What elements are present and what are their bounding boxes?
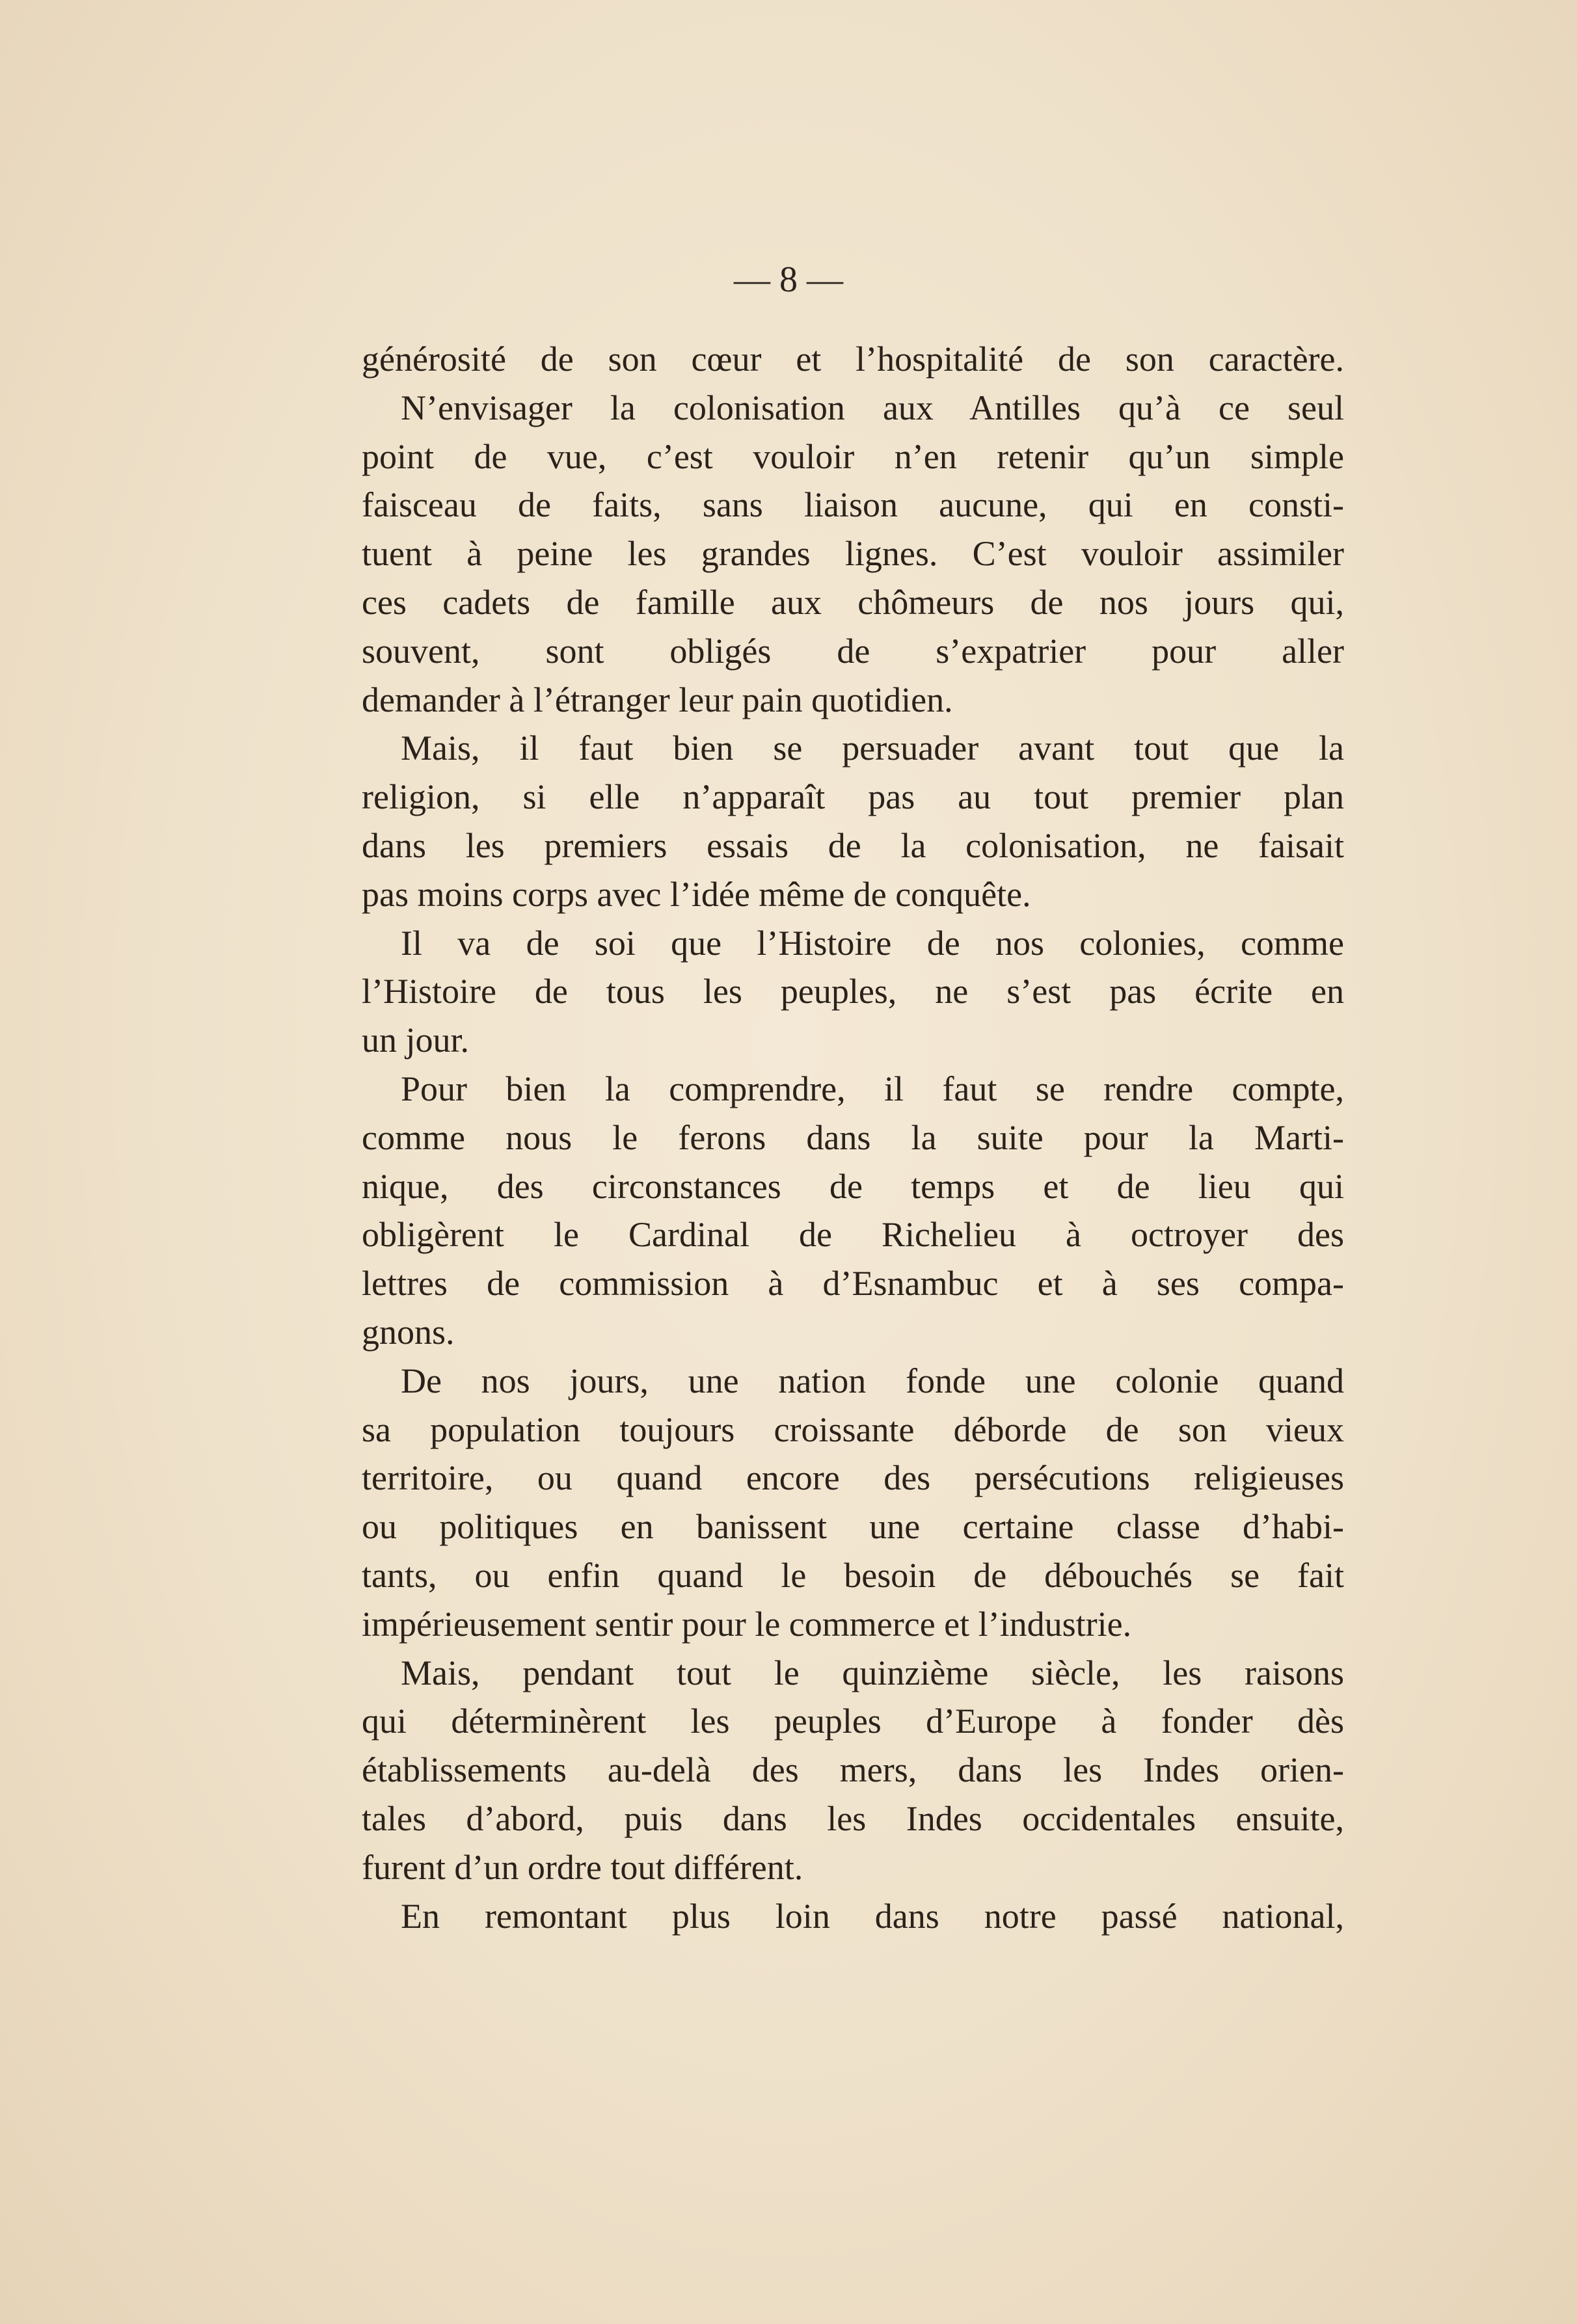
text-line: nique, des circonstances de temps et de lieu qui [362,1166,1344,1206]
text-line: religion, si elle n’apparaît pas au tout premier plan [362,777,1344,817]
page-number: — 8 — [734,260,843,300]
text-line: Il va de soi que l’Histoire de nos colonies, comme [401,923,1344,963]
text-line: demander à l’étranger leur pain quotidien. [362,680,953,719]
text-line: De nos jours, une nation fonde une colonie quand [401,1361,1344,1400]
text-line: obligèrent le Cardinal de Richelieu à octroyer des [362,1215,1344,1255]
text-line: furent d’un ordre tout différent. [362,1847,803,1887]
text-line: pas moins corps avec l’idée même de conquête. [362,874,1031,914]
text-line: l’Histoire de tous les peuples, ne s’est pas écrite en [362,972,1344,1011]
text-line: dans les premiers essais de la colonisation, ne faisait [362,825,1344,865]
text-line: Mais, il faut bien se persuader avant tout que la [401,728,1344,768]
text-line: générosité de son cœur et l’hospitalité de son caractère. [362,340,1344,379]
text-line: un jour. [362,1021,470,1060]
text-line: Pour bien la comprendre, il faut se rendre compte, [401,1069,1344,1108]
text-line: faisceau de faits, sans liaison aucune, qui en consti- [362,485,1344,525]
text-line: qui déterminèrent les peuples d’Europe à fonder dès [362,1702,1344,1741]
text-line: gnons. [362,1312,455,1352]
text-line: Mais, pendant tout le quinzième siècle, les raisons [401,1653,1344,1692]
text-line: tants, ou enfin quand le besoin de débouchés se fait [362,1555,1344,1595]
text-line: établissements au-delà des mers, dans les Indes orien- [362,1750,1344,1790]
text-line: En remontant plus loin dans notre passé national, [401,1896,1344,1936]
text-line: impérieusement sentir pour le commerce et l’industrie. [362,1604,1132,1644]
text-line: lettres de commission à d’Esnambuc et à ses compa- [362,1264,1344,1303]
text-line: sa population toujours croissante déborde de son vieux [362,1409,1344,1449]
text-line: N’envisager la colonisation aux Antilles qu’à ce seul [401,388,1344,427]
text-line: ou politiques en banissent une certaine classe d’habi- [362,1507,1344,1547]
text-line: point de vue, c’est vouloir n’en retenir qu’un simple [362,436,1344,476]
text-line: tuent à peine les grandes lignes. C’est vouloir assimiler [362,534,1344,574]
text-line: territoire, ou quand encore des persécutions religieuses [362,1458,1344,1498]
text-line: ces cadets de famille aux chômeurs de nos jours qui, [362,582,1344,622]
text-line: comme nous le ferons dans la suite pour la Marti- [362,1117,1344,1157]
text-line: souvent, sont obligés de s’expatrier pour aller [362,631,1344,671]
text-line: tales d’abord, puis dans les Indes occidentales ensuite, [362,1798,1344,1838]
body-text [362,335,1344,1940]
